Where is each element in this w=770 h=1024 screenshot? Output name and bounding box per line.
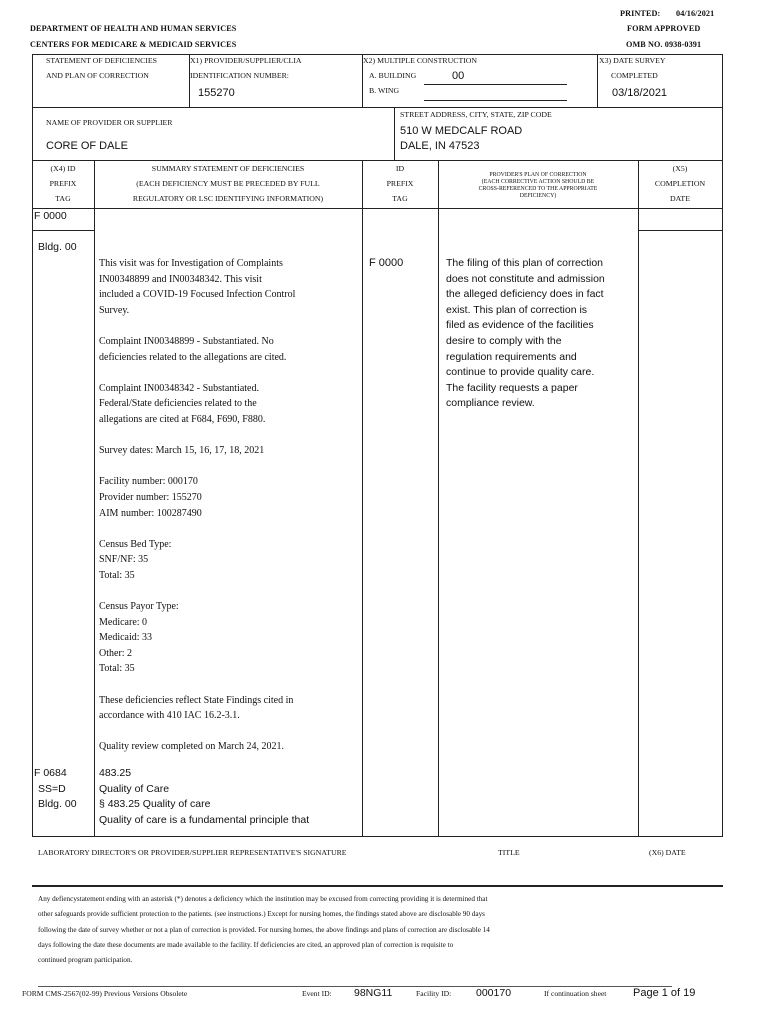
provider-name-label: NAME OF PROVIDER OR SUPPLIER xyxy=(46,118,173,127)
summary-paragraph: Survey dates: March 15, 16, 17, 18, 2021 xyxy=(99,445,265,457)
centers-title: CENTERS FOR MEDICARE & MEDICAID SERVICES xyxy=(30,40,237,49)
id-header: ID PREFIX TAG xyxy=(386,164,414,203)
building-label: A. BUILDING xyxy=(369,71,417,80)
signature-date-label: (X6) DATE xyxy=(649,848,686,857)
address-label: STREET ADDRESS, CITY, STATE, ZIP CODE xyxy=(400,110,552,119)
summary-header: SUMMARY STATEMENT OF DEFICIENCIES (EACH DEFICIENCY MUST BE PRECEDED BY FULL REGULATORY OR LSC IDENTIFYING INFORMATION) xyxy=(132,164,324,203)
wing-label: B. WING xyxy=(369,86,400,95)
summary-paragraph: Complaint IN00348899 - Substantiated. No deficiencies related to the allegations are cited. xyxy=(99,335,287,363)
department-title: DEPARTMENT OF HEALTH AND HUMAN SERVICES xyxy=(30,24,237,33)
summary-paragraph: Quality review completed on March 24, 2021. xyxy=(99,741,284,753)
row1-building: Bldg. 00 xyxy=(38,241,77,253)
summary-paragraph: Facility number: 000170 Provider number: 155270 AIM number: 100287490 xyxy=(99,476,202,519)
omb-number: OMB NO. 0938-0391 xyxy=(626,40,702,49)
x5-header: (X5) COMPLETION DATE xyxy=(654,164,706,203)
plan-header: PROVIDER'S PLAN OF CORRECTION (EACH CORRECTIVE ACTION SHOULD BE CROSS-REFERENCED TO THE APPROPRIATE DEFICIENCY) xyxy=(478,172,598,199)
form-approved: FORM APPROVED xyxy=(627,24,701,33)
provider-id-label: X1) PROVIDER/SUPPLIER/CLIA IDENTIFICATION NUMBER: xyxy=(190,56,302,80)
multiple-construction-label: X2) MULTIPLE CONSTRUCTION xyxy=(363,56,478,65)
summary-paragraph: These deficiencies reflect State Findings cited in accordance with 410 IAC 16.2-3.1. xyxy=(99,694,294,722)
plan-id-tag: F 0000 xyxy=(369,257,404,269)
date-survey-value: 03/18/2021 xyxy=(612,87,668,99)
statement-label: STATEMENT OF DEFICIENCIES AND PLAN OF CORRECTION xyxy=(46,56,157,80)
summary-paragraph: Census Payor Type: Medicare: 0 Medicaid: 33 Other: 2 Total: 35 xyxy=(99,601,179,675)
disclaimer: Any defiencystatement ending with an asterisk (*) denotes a deficiency which the institution may be excused from correcting providing it is determined that other safeguards provide sufficient protection to the patients. (see instructions.) Except for nursing homes, the findings stated above are disclosable 90 days following the date of survey whether or not a plan of correction is provided. For nursing homes, the above findings and plans of correction are disclosable 14 days following the date these documents are made available to the facility. If deficiencies are cited, an approved plan of correction is requisite to continued program participation. xyxy=(38,895,490,965)
row2-building: Bldg. 00 xyxy=(38,798,77,810)
plan-of-correction-text: The filing of this plan of correction does not constitute and admission the alleged deficiency does in fact exist. This plan of correction is filed as evidence of the facilities desire to comply with the regulation requirements and continue to provide quality care. The facility requests a paper compliance review. xyxy=(446,257,605,410)
row2-tag: F 0684 xyxy=(34,767,67,779)
facility-id-label: Facility ID: xyxy=(416,989,452,998)
title-label: TITLE xyxy=(498,848,520,857)
provider-id-value: 155270 xyxy=(198,87,235,99)
event-id-label: Event ID: xyxy=(302,989,332,998)
row1-tag: F 0000 xyxy=(34,210,67,222)
printed-label: PRINTED: xyxy=(620,9,661,18)
facility-id: 000170 xyxy=(476,987,512,999)
address-line2: DALE, IN 47523 xyxy=(400,140,480,152)
summary-paragraph: Census Bed Type: SNF/NF: 35 Total: 35 xyxy=(99,538,172,581)
x4-header: (X4) ID PREFIX TAG xyxy=(49,164,77,203)
date-survey-label: X3) DATE SURVEY COMPLETED xyxy=(599,56,666,80)
signature-label: LABORATORY DIRECTOR'S OR PROVIDER/SUPPLIER REPRESENTATIVE'S SIGNATURE xyxy=(38,848,347,857)
row2-scope-severity: SS=D xyxy=(38,783,66,795)
building-value: 00 xyxy=(452,70,465,82)
printed-date: 04/16/2021 xyxy=(676,9,715,18)
address-line1: 510 W MEDCALF ROAD xyxy=(400,125,523,137)
summary-paragraph: Complaint IN00348342 - Substantiated. Federal/State deficiencies related to the allegations are cited at F684, F690, F880. xyxy=(99,382,266,425)
regulation-text: 483.25 Quality of Care § 483.25 Quality of care Quality of care is a fundamental principle that xyxy=(99,767,310,826)
event-id: 98NG11 xyxy=(354,987,393,999)
summary-paragraph: This visit was for Investigation of Complaints IN00348899 and IN00348342. This visit included a COVID-19 Focused Infection Control Survey. xyxy=(99,258,296,316)
page-number: Page 1 of 19 xyxy=(633,987,696,999)
provider-name: CORE OF DALE xyxy=(46,140,128,152)
summary-text xyxy=(99,256,361,771)
form-number: FORM CMS-2567(02-99) Previous Versions Obsolete xyxy=(22,989,188,998)
continuation-label: If continuation sheet xyxy=(544,989,607,998)
